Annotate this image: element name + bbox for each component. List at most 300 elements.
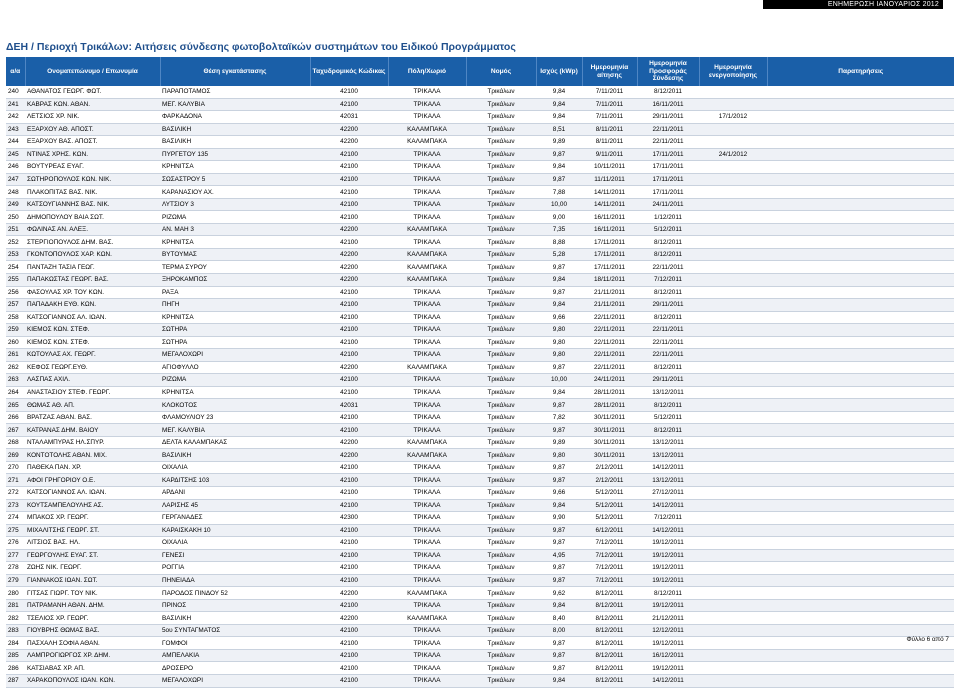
cell-activation-date bbox=[699, 236, 767, 249]
cell-zip: 42100 bbox=[310, 424, 388, 437]
cell-offer-date: 16/12/2011 bbox=[637, 649, 699, 662]
cell-location: ΚΡΗΝΙΤΣΑ bbox=[160, 236, 310, 249]
cell-location: ΚΑΡΑΝΑΣΙΟΥ ΑΧ. bbox=[160, 186, 310, 199]
cell-city: ΚΑΛΑΜΠΑΚΑ bbox=[388, 261, 466, 274]
cell-location: ΚΑΡΔΙΤΣΗΣ 103 bbox=[160, 474, 310, 487]
table-row bbox=[6, 311, 954, 324]
cell-no: 241 bbox=[6, 98, 25, 111]
cell-notes bbox=[767, 98, 954, 111]
cell-no: 244 bbox=[6, 136, 25, 149]
cell-power: 5,28 bbox=[536, 248, 582, 261]
cell-zip: 42200 bbox=[310, 136, 388, 149]
cell-offer-date: 29/11/2011 bbox=[637, 299, 699, 312]
cell-prefecture: Τρικάλων bbox=[466, 436, 536, 449]
cell-city: ΚΑΛΑΜΠΑΚΑ bbox=[388, 449, 466, 462]
cell-notes bbox=[767, 674, 954, 687]
cell-request-date: 7/12/2011 bbox=[582, 537, 637, 550]
cell-name: ΧΑΡΑΚΟΠΟΥΛΟΣ ΙΩΑΝ. ΚΩΝ. bbox=[25, 674, 160, 687]
cell-prefecture: Τρικάλων bbox=[466, 399, 536, 412]
cell-request-date: 6/12/2011 bbox=[582, 524, 637, 537]
cell-request-date: 7/12/2011 bbox=[582, 574, 637, 587]
cell-power: 9,90 bbox=[536, 512, 582, 525]
cell-zip: 42031 bbox=[310, 111, 388, 124]
cell-name: ΚΕΦΟΣ ΓΕΩΡΓ.ΕΥΘ. bbox=[25, 361, 160, 374]
cell-name: ΚΑΤΣΟΥΓΙΑΝΝΗΣ ΒΑΣ. ΝΙΚ. bbox=[25, 198, 160, 211]
cell-offer-date: 29/11/2011 bbox=[637, 374, 699, 387]
cell-power: 7,88 bbox=[536, 186, 582, 199]
cell-offer-date: 27/12/2011 bbox=[637, 487, 699, 500]
cell-prefecture: Τρικάλων bbox=[466, 361, 536, 374]
cell-prefecture: Τρικάλων bbox=[466, 549, 536, 562]
cell-offer-date: 22/11/2011 bbox=[637, 261, 699, 274]
cell-offer-date: 17/11/2011 bbox=[637, 186, 699, 199]
table-row bbox=[6, 173, 954, 186]
table-row bbox=[6, 299, 954, 312]
cell-zip: 42100 bbox=[310, 374, 388, 387]
cell-zip: 42200 bbox=[310, 273, 388, 286]
cell-request-date: 17/11/2011 bbox=[582, 261, 637, 274]
cell-prefecture: Τρικάλων bbox=[466, 499, 536, 512]
cell-location: ΚΑΡΑΙΣΚΑΚΗ 10 bbox=[160, 524, 310, 537]
cell-notes bbox=[767, 662, 954, 675]
table-row bbox=[6, 248, 954, 261]
cell-power: 9,80 bbox=[536, 336, 582, 349]
cell-notes bbox=[767, 449, 954, 462]
cell-offer-date: 21/12/2011 bbox=[637, 612, 699, 625]
table-row bbox=[6, 361, 954, 374]
col-header-notes: Παρατηρήσεις bbox=[767, 57, 954, 86]
cell-activation-date bbox=[699, 324, 767, 337]
cell-prefecture: Τρικάλων bbox=[466, 537, 536, 550]
cell-no: 253 bbox=[6, 248, 25, 261]
cell-activation-date bbox=[699, 386, 767, 399]
cell-power: 9,84 bbox=[536, 111, 582, 124]
cell-request-date: 30/11/2011 bbox=[582, 436, 637, 449]
cell-activation-date bbox=[699, 549, 767, 562]
cell-activation-date bbox=[699, 261, 767, 274]
cell-name: ΕΞΑΡΧΟΥ ΑΘ. ΑΠΟΣΤ. bbox=[25, 123, 160, 136]
cell-city: ΤΡΙΚΑΛΑ bbox=[388, 98, 466, 111]
cell-zip: 42300 bbox=[310, 512, 388, 525]
cell-name: ΚΟΝΤΟΤΟΛΗΣ ΑΘΑΝ. ΜΙΧ. bbox=[25, 449, 160, 462]
cell-location: ΑΓΙΟΦΥΛΛΟ bbox=[160, 361, 310, 374]
cell-prefecture: Τρικάλων bbox=[466, 136, 536, 149]
cell-prefecture: Τρικάλων bbox=[466, 574, 536, 587]
cell-offer-date: 22/11/2011 bbox=[637, 136, 699, 149]
cell-request-date: 14/11/2011 bbox=[582, 186, 637, 199]
cell-notes bbox=[767, 336, 954, 349]
cell-offer-date: 1/12/2011 bbox=[637, 211, 699, 224]
cell-zip: 42100 bbox=[310, 299, 388, 312]
cell-location: ΛΑΡΙΣΗΣ 45 bbox=[160, 499, 310, 512]
cell-notes bbox=[767, 487, 954, 500]
cell-activation-date bbox=[699, 136, 767, 149]
cell-activation-date bbox=[699, 449, 767, 462]
cell-name: ΜΠΑΚΟΣ ΧΡ. ΓΕΩΡΓ. bbox=[25, 512, 160, 525]
cell-notes bbox=[767, 374, 954, 387]
cell-no: 260 bbox=[6, 336, 25, 349]
cell-prefecture: Τρικάλων bbox=[466, 236, 536, 249]
cell-activation-date bbox=[699, 612, 767, 625]
col-header-name: Ονοματεπώνυμο / Επωνυμία bbox=[25, 57, 160, 86]
cell-request-date: 22/11/2011 bbox=[582, 336, 637, 349]
table-row bbox=[6, 136, 954, 149]
table-row bbox=[6, 399, 954, 412]
table-row bbox=[6, 424, 954, 437]
cell-no: 245 bbox=[6, 148, 25, 161]
cell-notes bbox=[767, 587, 954, 600]
cell-name: ΔΗΜΟΠΟΥΛΟΥ ΒΑΙΑ ΣΩΤ. bbox=[25, 211, 160, 224]
cell-city: ΤΡΙΚΑΛΑ bbox=[388, 649, 466, 662]
cell-activation-date bbox=[699, 299, 767, 312]
cell-power: 9,87 bbox=[536, 574, 582, 587]
table-row bbox=[6, 587, 954, 600]
cell-request-date: 30/11/2011 bbox=[582, 411, 637, 424]
cell-offer-date: 5/12/2011 bbox=[637, 223, 699, 236]
cell-zip: 42100 bbox=[310, 562, 388, 575]
cell-power: 9,87 bbox=[536, 399, 582, 412]
cell-notes bbox=[767, 499, 954, 512]
cell-activation-date bbox=[699, 223, 767, 236]
cell-location: ΜΕΓΑΛΟΧΩΡΙ bbox=[160, 349, 310, 362]
cell-name: ΚΑΤΣΟΓΙΑΝΝΟΣ ΑΛ. ΙΩΑΝ. bbox=[25, 311, 160, 324]
cell-power: 9,87 bbox=[536, 261, 582, 274]
cell-notes bbox=[767, 361, 954, 374]
cell-city: ΤΡΙΚΑΛΑ bbox=[388, 148, 466, 161]
cell-power: 10,00 bbox=[536, 198, 582, 211]
cell-power: 8,40 bbox=[536, 612, 582, 625]
cell-name: ΓΙΑΝΝΑΚΟΣ ΙΩΑΝ. ΣΩΤ. bbox=[25, 574, 160, 587]
cell-offer-date: 16/11/2011 bbox=[637, 98, 699, 111]
cell-notes bbox=[767, 211, 954, 224]
cell-prefecture: Τρικάλων bbox=[466, 86, 536, 98]
cell-city: ΚΑΛΑΜΠΑΚΑ bbox=[388, 136, 466, 149]
cell-name: ΜΙΧΑΛΙΤΣΗΣ ΓΕΩΡΓ. ΣΤ. bbox=[25, 524, 160, 537]
cell-zip: 42100 bbox=[310, 524, 388, 537]
cell-notes bbox=[767, 349, 954, 362]
cell-no: 261 bbox=[6, 349, 25, 362]
col-header-offer-date: Ημερομηνία Προσφοράς Σύνδεσης bbox=[637, 57, 699, 86]
cell-activation-date bbox=[699, 461, 767, 474]
cell-power: 9,84 bbox=[536, 386, 582, 399]
cell-notes bbox=[767, 461, 954, 474]
table-row bbox=[6, 574, 954, 587]
cell-activation-date bbox=[699, 161, 767, 174]
cell-activation-date bbox=[699, 411, 767, 424]
cell-name: ΓΚΟΝΤΟΠΟΥΛΟΣ ΧΑΡ. ΚΩΝ. bbox=[25, 248, 160, 261]
cell-location: ΚΛΟΚΟΤΟΣ bbox=[160, 399, 310, 412]
cell-offer-date: 22/11/2011 bbox=[637, 336, 699, 349]
cell-name: ΛΑΜΠΡΟΓΙΩΡΓΟΣ ΧΡ. ΔΗΜ. bbox=[25, 649, 160, 662]
cell-activation-date bbox=[699, 86, 767, 98]
cell-name: ΠΑΣΧΑΛΗ ΣΟΦΙΑ ΑΘΑΝ. bbox=[25, 637, 160, 650]
cell-power: 7,82 bbox=[536, 411, 582, 424]
cell-power: 9,00 bbox=[536, 211, 582, 224]
cell-request-date: 22/11/2011 bbox=[582, 349, 637, 362]
cell-name: ΣΩΤΗΡΟΠΟΥΛΟΣ ΚΩΝ. ΝΙΚ. bbox=[25, 173, 160, 186]
cell-power: 9,84 bbox=[536, 299, 582, 312]
cell-notes bbox=[767, 286, 954, 299]
cell-request-date: 28/11/2011 bbox=[582, 386, 637, 399]
cell-activation-date bbox=[699, 524, 767, 537]
cell-no: 274 bbox=[6, 512, 25, 525]
cell-prefecture: Τρικάλων bbox=[466, 98, 536, 111]
table-row bbox=[6, 449, 954, 462]
cell-power: 9,87 bbox=[536, 148, 582, 161]
cell-request-date: 30/11/2011 bbox=[582, 449, 637, 462]
cell-zip: 42100 bbox=[310, 324, 388, 337]
cell-name: ΠΑΤΡΑΜΑΝΗ ΑΘΑΝ. ΔΗΜ. bbox=[25, 599, 160, 612]
cell-no: 276 bbox=[6, 537, 25, 550]
cell-request-date: 8/12/2011 bbox=[582, 674, 637, 687]
cell-request-date: 28/11/2011 bbox=[582, 399, 637, 412]
cell-request-date: 7/12/2011 bbox=[582, 549, 637, 562]
cell-prefecture: Τρικάλων bbox=[466, 449, 536, 462]
table-row bbox=[6, 198, 954, 211]
cell-location: ΣΩΤΗΡΑ bbox=[160, 336, 310, 349]
cell-city: ΤΡΙΚΑΛΑ bbox=[388, 662, 466, 675]
cell-activation-date bbox=[699, 537, 767, 550]
cell-location: ΒΥΤΟΥΜΑΣ bbox=[160, 248, 310, 261]
table-row bbox=[6, 223, 954, 236]
cell-prefecture: Τρικάλων bbox=[466, 487, 536, 500]
cell-no: 250 bbox=[6, 211, 25, 224]
cell-activation-date bbox=[699, 123, 767, 136]
cell-notes bbox=[767, 111, 954, 124]
cell-activation-date bbox=[699, 587, 767, 600]
cell-name: ΦΩΛΙΝΑΣ ΑΝ. ΑΛΕΞ. bbox=[25, 223, 160, 236]
cell-zip: 42100 bbox=[310, 386, 388, 399]
cell-request-date: 2/12/2011 bbox=[582, 461, 637, 474]
cell-power: 8,00 bbox=[536, 624, 582, 637]
cell-no: 286 bbox=[6, 662, 25, 675]
cell-request-date: 5/12/2011 bbox=[582, 512, 637, 525]
cell-location: ΑΝ. ΜΑΗ 3 bbox=[160, 223, 310, 236]
cell-city: ΤΡΙΚΑΛΑ bbox=[388, 537, 466, 550]
cell-activation-date bbox=[699, 624, 767, 637]
cell-notes bbox=[767, 537, 954, 550]
cell-prefecture: Τρικάλων bbox=[466, 512, 536, 525]
cell-power: 9,84 bbox=[536, 161, 582, 174]
cell-city: ΤΡΙΚΑΛΑ bbox=[388, 374, 466, 387]
cell-no: 269 bbox=[6, 449, 25, 462]
cell-zip: 42100 bbox=[310, 624, 388, 637]
cell-zip: 42100 bbox=[310, 286, 388, 299]
cell-no: 262 bbox=[6, 361, 25, 374]
table-row bbox=[6, 562, 954, 575]
cell-notes bbox=[767, 299, 954, 312]
cell-zip: 42100 bbox=[310, 236, 388, 249]
cell-city: ΤΡΙΚΑΛΑ bbox=[388, 411, 466, 424]
cell-prefecture: Τρικάλων bbox=[466, 173, 536, 186]
cell-activation-date bbox=[699, 98, 767, 111]
cell-request-date: 8/12/2011 bbox=[582, 649, 637, 662]
cell-notes bbox=[767, 173, 954, 186]
cell-notes bbox=[767, 148, 954, 161]
cell-zip: 42100 bbox=[310, 549, 388, 562]
col-header-request-date: Ημερομηνία αίτησης bbox=[582, 57, 637, 86]
cell-name: ΖΩΗΣ ΝΙΚ. ΓΕΩΡΓ. bbox=[25, 562, 160, 575]
cell-zip: 42100 bbox=[310, 349, 388, 362]
cell-city: ΤΡΙΚΑΛΑ bbox=[388, 111, 466, 124]
cell-offer-date: 8/12/2011 bbox=[637, 587, 699, 600]
cell-zip: 42200 bbox=[310, 248, 388, 261]
cell-power: 9,66 bbox=[536, 311, 582, 324]
cell-offer-date: 13/12/2011 bbox=[637, 436, 699, 449]
cell-city: ΚΑΛΑΜΠΑΚΑ bbox=[388, 273, 466, 286]
cell-offer-date: 8/12/2011 bbox=[637, 399, 699, 412]
cell-request-date: 22/11/2011 bbox=[582, 361, 637, 374]
cell-notes bbox=[767, 411, 954, 424]
cell-no: 251 bbox=[6, 223, 25, 236]
cell-location: ΛΥΤΣΙΟΥ 3 bbox=[160, 198, 310, 211]
cell-request-date: 8/12/2011 bbox=[582, 637, 637, 650]
cell-city: ΚΑΛΑΜΠΑΚΑ bbox=[388, 587, 466, 600]
cell-city: ΤΡΙΚΑΛΑ bbox=[388, 524, 466, 537]
cell-city: ΤΡΙΚΑΛΑ bbox=[388, 674, 466, 687]
cell-notes bbox=[767, 311, 954, 324]
cell-no: 284 bbox=[6, 637, 25, 650]
cell-location: ΠΑΡΑΠΟΤΑΜΟΣ bbox=[160, 86, 310, 98]
cell-prefecture: Τρικάλων bbox=[466, 662, 536, 675]
cell-prefecture: Τρικάλων bbox=[466, 336, 536, 349]
cell-prefecture: Τρικάλων bbox=[466, 311, 536, 324]
cell-prefecture: Τρικάλων bbox=[466, 286, 536, 299]
cell-location: ΣΩΤΗΡΑ bbox=[160, 324, 310, 337]
cell-prefecture: Τρικάλων bbox=[466, 411, 536, 424]
cell-activation-date bbox=[699, 474, 767, 487]
cell-prefecture: Τρικάλων bbox=[466, 223, 536, 236]
cell-prefecture: Τρικάλων bbox=[466, 198, 536, 211]
cell-request-date: 21/11/2011 bbox=[582, 286, 637, 299]
table-row bbox=[6, 499, 954, 512]
cell-location: ΤΕΡΜΑ ΣΥΡΟΥ bbox=[160, 261, 310, 274]
cell-notes bbox=[767, 436, 954, 449]
cell-zip: 42100 bbox=[310, 211, 388, 224]
table-row bbox=[6, 273, 954, 286]
cell-city: ΤΡΙΚΑΛΑ bbox=[388, 186, 466, 199]
cell-power: 9,84 bbox=[536, 98, 582, 111]
cell-activation-date bbox=[699, 662, 767, 675]
cell-location: ΜΕΓ. ΚΑΛΥΒΙΑ bbox=[160, 98, 310, 111]
cell-activation-date bbox=[699, 574, 767, 587]
cell-zip: 42100 bbox=[310, 98, 388, 111]
cell-location: ΟΙΧΑΛΙΑ bbox=[160, 537, 310, 550]
cell-notes bbox=[767, 123, 954, 136]
cell-name: ΛΑΣΠΑΣ ΑΧΙΛ. bbox=[25, 374, 160, 387]
cell-prefecture: Τρικάλων bbox=[466, 324, 536, 337]
cell-power: 9,84 bbox=[536, 599, 582, 612]
cell-location: ΚΡΗΝΙΤΣΑ bbox=[160, 161, 310, 174]
update-date-banner: ΕΝΗΜΕΡΩΣΗ ΙΑΝΟΥΑΡΙΟΣ 2012 bbox=[763, 0, 943, 9]
table-row bbox=[6, 487, 954, 500]
cell-zip: 42200 bbox=[310, 587, 388, 600]
cell-name: ΑΘΑΝΑΤΟΣ ΓΕΩΡΓ. ΦΩΤ. bbox=[25, 86, 160, 98]
cell-activation-date bbox=[699, 649, 767, 662]
cell-location: ΡΑΞΑ bbox=[160, 286, 310, 299]
cell-offer-date: 14/12/2011 bbox=[637, 461, 699, 474]
cell-name: ΓΙΟΥΒΡΗΣ ΘΩΜΑΣ ΒΑΣ. bbox=[25, 624, 160, 637]
cell-offer-date: 7/12/2011 bbox=[637, 512, 699, 525]
cell-power: 9,84 bbox=[536, 674, 582, 687]
table-header-row bbox=[6, 57, 954, 86]
cell-no: 268 bbox=[6, 436, 25, 449]
cell-zip: 42200 bbox=[310, 436, 388, 449]
cell-location: ΡΟΓΓΙΑ bbox=[160, 562, 310, 575]
cell-notes bbox=[767, 574, 954, 587]
cell-notes bbox=[767, 524, 954, 537]
cell-power: 9,84 bbox=[536, 86, 582, 98]
cell-no: 254 bbox=[6, 261, 25, 274]
cell-location: ΡΙΖΩΜΑ bbox=[160, 374, 310, 387]
cell-offer-date: 19/12/2011 bbox=[637, 537, 699, 550]
cell-request-date: 5/12/2011 bbox=[582, 499, 637, 512]
cell-notes bbox=[767, 223, 954, 236]
table-row bbox=[6, 349, 954, 362]
cell-city: ΤΡΙΚΑΛΑ bbox=[388, 349, 466, 362]
cell-prefecture: Τρικάλων bbox=[466, 299, 536, 312]
cell-location: ΠΗΓΗ bbox=[160, 299, 310, 312]
cell-request-date: 8/12/2011 bbox=[582, 587, 637, 600]
cell-location: ΡΙΖΩΜΑ bbox=[160, 211, 310, 224]
cell-activation-date bbox=[699, 512, 767, 525]
cell-activation-date bbox=[699, 674, 767, 687]
cell-offer-date: 22/11/2011 bbox=[637, 349, 699, 362]
cell-notes bbox=[767, 549, 954, 562]
cell-request-date: 7/12/2011 bbox=[582, 562, 637, 575]
cell-activation-date bbox=[699, 436, 767, 449]
cell-no: 275 bbox=[6, 524, 25, 537]
cell-name: ΚΑΤΣΙΑΒΑΣ ΧΡ. ΑΠ. bbox=[25, 662, 160, 675]
cell-prefecture: Τρικάλων bbox=[466, 624, 536, 637]
cell-name: ΘΩΜΑΣ ΑΘ. ΑΠ. bbox=[25, 399, 160, 412]
cell-activation-date: 17/1/2012 bbox=[699, 111, 767, 124]
col-header-location: Θέση εγκατάστασης bbox=[160, 57, 310, 86]
cell-prefecture: Τρικάλων bbox=[466, 248, 536, 261]
cell-notes bbox=[767, 273, 954, 286]
cell-city: ΚΑΛΑΜΠΑΚΑ bbox=[388, 248, 466, 261]
table-row bbox=[6, 386, 954, 399]
cell-no: 242 bbox=[6, 111, 25, 124]
table-row bbox=[6, 674, 954, 687]
cell-name: ΠΑΝΤΑΖΗ ΤΑΣΙΑ ΓΕΩΓ. bbox=[25, 261, 160, 274]
table-row bbox=[6, 86, 954, 98]
cell-prefecture: Τρικάλων bbox=[466, 649, 536, 662]
cell-no: 258 bbox=[6, 311, 25, 324]
table-row bbox=[6, 436, 954, 449]
cell-zip: 42100 bbox=[310, 411, 388, 424]
cell-no: 279 bbox=[6, 574, 25, 587]
table-row bbox=[6, 662, 954, 675]
cell-prefecture: Τρικάλων bbox=[466, 637, 536, 650]
cell-name: ΚΙΕΜΟΣ ΚΩΝ. ΣΤΕΦ. bbox=[25, 336, 160, 349]
cell-activation-date bbox=[699, 374, 767, 387]
cell-notes bbox=[767, 324, 954, 337]
cell-power: 4,95 bbox=[536, 549, 582, 562]
cell-no: 265 bbox=[6, 399, 25, 412]
cell-location: ΔΡΟΣΕΡΟ bbox=[160, 662, 310, 675]
cell-power: 9,87 bbox=[536, 286, 582, 299]
cell-zip: 42200 bbox=[310, 223, 388, 236]
cell-notes bbox=[767, 562, 954, 575]
cell-power: 9,84 bbox=[536, 499, 582, 512]
cell-offer-date: 8/12/2011 bbox=[637, 236, 699, 249]
cell-offer-date: 29/11/2011 bbox=[637, 111, 699, 124]
cell-name: ΓΕΩΡΓΟΥΛΗΣ ΕΥΑΓ. ΣΤ. bbox=[25, 549, 160, 562]
cell-city: ΚΑΛΑΜΠΑΚΑ bbox=[388, 436, 466, 449]
cell-activation-date bbox=[699, 198, 767, 211]
cell-location: ΣΩΣΑΣΤΡΟΥ 5 bbox=[160, 173, 310, 186]
